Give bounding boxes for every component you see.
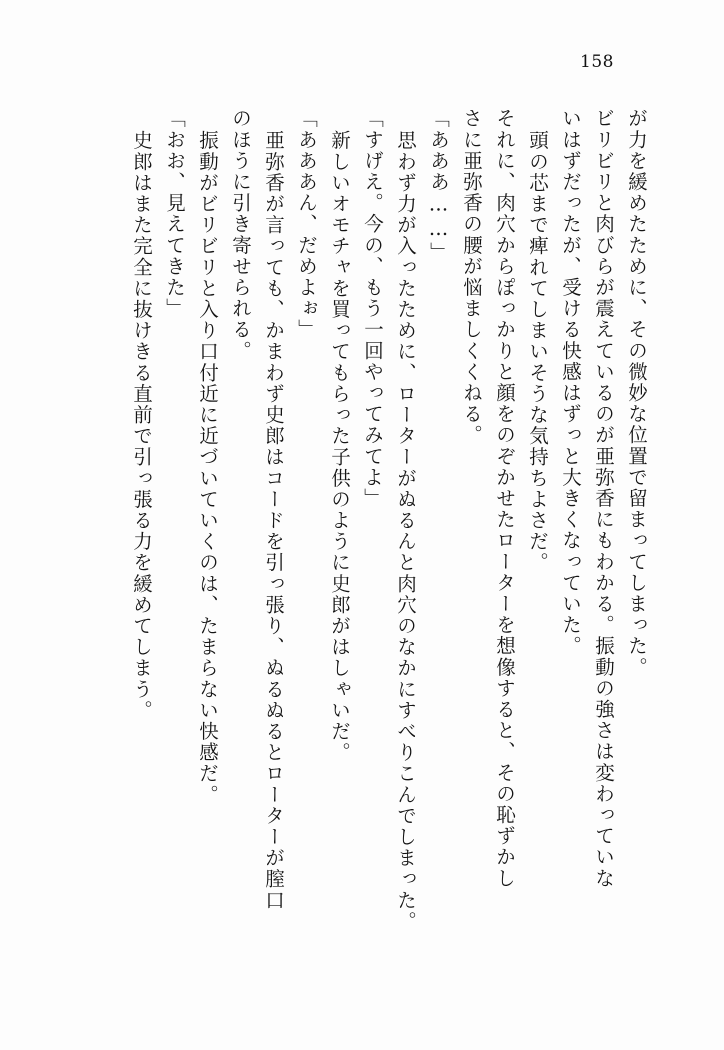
text-column: それに、肉穴からぽっかりと顔をのぞかせたローターを想像すると、その恥ずかし (493, 108, 516, 889)
text-column: 「すげえ。今の、もう一回やってみてよ」 (361, 108, 384, 509)
text-column: さに亜弥香の腰が悩ましくくねる。 (460, 108, 483, 446)
text-column: ビリビリと肉びらが震えているのが亜弥香にもわかる。振動の強さは変わっていな (592, 108, 615, 889)
text-column: 「あああ……」 (427, 108, 450, 263)
text-column: 「あああん、だめよぉ」 (295, 108, 318, 341)
text-column: 思わず力が入ったために、ローターがぬるんと肉穴のなかにすべりこんでしまった。 (394, 130, 417, 932)
text-column: 亜弥香が言っても、かまわず史郎はコードを引っ張り、ぬるぬるとローターが膣口 (262, 130, 285, 911)
text-column: のほうに引き寄せられる。 (229, 108, 252, 362)
text-column: 頭の芯まで痺れてしまいそうな気持ちよさだ。 (526, 130, 549, 574)
vertical-text-body (78, 108, 648, 932)
page-number: 158 (580, 52, 614, 72)
text-column: 振動がビリビリと入り口付近に近づいていくのは、たまらない快感だ。 (196, 130, 219, 806)
text-column: 「おお、見えてきた」 (163, 108, 186, 319)
text-column: が力を緩めたために、その微妙な位置で留まってしまった。 (625, 108, 648, 678)
text-column: いはずだったが、受ける快感はずっと大きくなっていた。 (559, 108, 582, 657)
text-column: 史郎はまた完全に抜けきる直前で引っ張る力を緩めてしまう。 (130, 130, 153, 721)
text-column: 新しいオモチャを買ってもらった子供のように史郎がはしゃいだ。 (328, 130, 351, 763)
